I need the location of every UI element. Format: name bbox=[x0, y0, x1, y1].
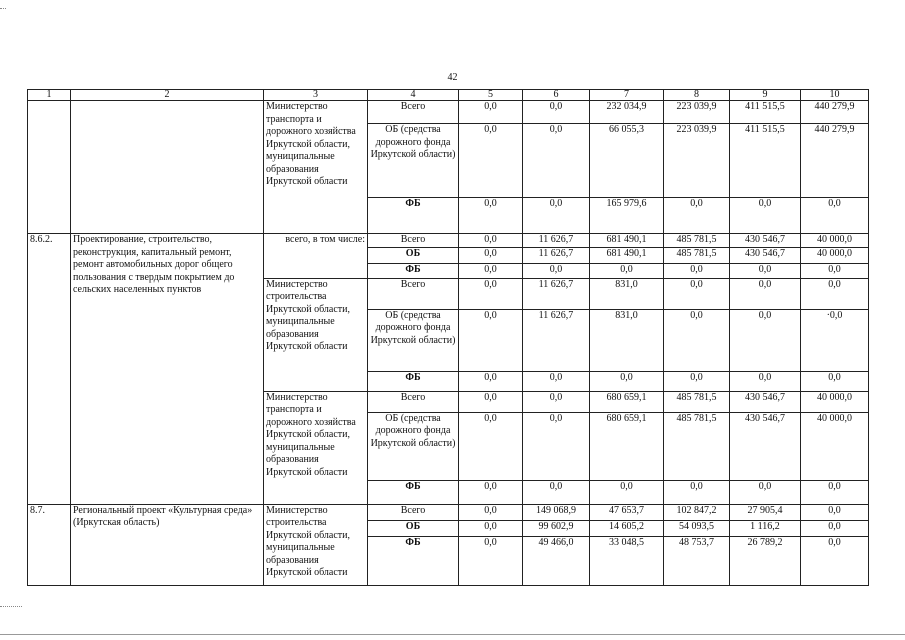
item-number bbox=[28, 101, 71, 234]
cell-value: 485 781,5 bbox=[664, 234, 730, 248]
cell-value: 0,0 bbox=[801, 263, 869, 278]
item-number: 8.6.2. bbox=[28, 234, 71, 505]
cell-value: 0,0 bbox=[459, 309, 523, 371]
cell-value: 0,0 bbox=[730, 278, 801, 309]
cell-value: 0,0 bbox=[459, 520, 523, 536]
cell-value: 485 781,5 bbox=[664, 412, 730, 480]
item-title: Региональный проект «Культурная среда» (Иркутская область) bbox=[71, 504, 264, 585]
cell-value: 40 000,0 bbox=[801, 391, 869, 412]
table-row bbox=[28, 234, 869, 248]
cell-value: 0,0 bbox=[801, 504, 869, 520]
cell-value: 0,0 bbox=[730, 198, 801, 234]
cell-value: 0,0 bbox=[590, 480, 664, 504]
cell-value: 680 659,1 bbox=[590, 391, 664, 412]
column-header: 8 bbox=[664, 90, 730, 101]
table-row bbox=[28, 101, 869, 124]
cell-value: 0,0 bbox=[523, 412, 590, 480]
cell-value: 0,0 bbox=[459, 278, 523, 309]
source-label: ФБ bbox=[368, 536, 459, 585]
item-title bbox=[71, 101, 264, 234]
cell-value: 1 116,2 bbox=[730, 520, 801, 536]
column-header: 1 bbox=[28, 90, 71, 101]
cell-value: 11 626,7 bbox=[523, 234, 590, 248]
cell-value: 0,0 bbox=[730, 371, 801, 391]
cell-value: 0,0 bbox=[801, 520, 869, 536]
cell-value: 54 093,5 bbox=[664, 520, 730, 536]
item-number: 8.7. bbox=[28, 504, 71, 585]
cell-value: 40 000,0 bbox=[801, 247, 869, 263]
source-label: ОБ bbox=[368, 520, 459, 536]
scan-edge-mark bbox=[0, 8, 6, 10]
cell-value: 411 515,5 bbox=[730, 101, 801, 124]
cell-value: 0,0 bbox=[459, 371, 523, 391]
cell-value: 0,0 bbox=[459, 412, 523, 480]
source-label: Всего bbox=[368, 391, 459, 412]
cell-value: 0,0 bbox=[459, 198, 523, 234]
cell-value: 102 847,2 bbox=[664, 504, 730, 520]
cell-value: 485 781,5 bbox=[664, 247, 730, 263]
cell-value: 0,0 bbox=[459, 263, 523, 278]
cell-value: 0,0 bbox=[523, 371, 590, 391]
cell-value: 0,0 bbox=[459, 124, 523, 198]
cell-value: 40 000,0 bbox=[801, 234, 869, 248]
cell-value: 0,0 bbox=[459, 480, 523, 504]
source-label: Всего bbox=[368, 504, 459, 520]
column-header: 9 bbox=[730, 90, 801, 101]
column-header: 5 bbox=[459, 90, 523, 101]
executor: всего, в том числе: bbox=[264, 234, 368, 279]
cell-value: 0,0 bbox=[730, 309, 801, 371]
scan-bottom-line bbox=[0, 634, 905, 635]
cell-value: 232 034,9 bbox=[590, 101, 664, 124]
source-label: ОБ (средства дорожного фонда Иркутской области) bbox=[368, 309, 459, 371]
cell-value: 11 626,7 bbox=[523, 309, 590, 371]
cell-value: 0,0 bbox=[459, 234, 523, 248]
column-header: 3 bbox=[264, 90, 368, 101]
source-label: Всего bbox=[368, 234, 459, 248]
cell-value: 149 068,9 bbox=[523, 504, 590, 520]
source-label: ФБ bbox=[368, 263, 459, 278]
cell-value: ·0,0 bbox=[801, 309, 869, 371]
cell-value: 27 905,4 bbox=[730, 504, 801, 520]
cell-value: 0,0 bbox=[523, 101, 590, 124]
cell-value: 0,0 bbox=[523, 391, 590, 412]
budget-table bbox=[27, 89, 869, 586]
cell-value: 0,0 bbox=[459, 536, 523, 585]
source-label: ФБ bbox=[368, 198, 459, 234]
cell-value: 0,0 bbox=[730, 263, 801, 278]
cell-value: 430 546,7 bbox=[730, 412, 801, 480]
table-row bbox=[28, 504, 869, 520]
cell-value: 47 653,7 bbox=[590, 504, 664, 520]
cell-value: 0,0 bbox=[730, 480, 801, 504]
cell-value: 223 039,9 bbox=[664, 124, 730, 198]
cell-value: 440 279,9 bbox=[801, 124, 869, 198]
cell-value: 0,0 bbox=[664, 371, 730, 391]
cell-value: 680 659,1 bbox=[590, 412, 664, 480]
column-header: 4 bbox=[368, 90, 459, 101]
cell-value: 0,0 bbox=[459, 391, 523, 412]
source-label: ОБ (средства дорожного фонда Иркутской области) bbox=[368, 124, 459, 198]
cell-value: 48 753,7 bbox=[664, 536, 730, 585]
item-title: Проектирование, строительство, реконструкция, капитальный ремонт, ремонт автомобильных дорог общего пользования с твердым покрытием до сельских населенных пунктов bbox=[71, 234, 264, 505]
cell-value: 0,0 bbox=[664, 480, 730, 504]
column-header: 7 bbox=[590, 90, 664, 101]
cell-value: 430 546,7 bbox=[730, 234, 801, 248]
cell-value: 0,0 bbox=[459, 101, 523, 124]
cell-value: 440 279,9 bbox=[801, 101, 869, 124]
cell-value: 66 055,3 bbox=[590, 124, 664, 198]
cell-value: 681 490,1 bbox=[590, 234, 664, 248]
cell-value: 485 781,5 bbox=[664, 391, 730, 412]
source-label: ФБ bbox=[368, 371, 459, 391]
cell-value: 681 490,1 bbox=[590, 247, 664, 263]
source-label: ФБ bbox=[368, 480, 459, 504]
cell-value: 0,0 bbox=[801, 536, 869, 585]
cell-value: 11 626,7 bbox=[523, 247, 590, 263]
cell-value: 0,0 bbox=[664, 198, 730, 234]
cell-value: 0,0 bbox=[664, 263, 730, 278]
cell-value: 0,0 bbox=[523, 124, 590, 198]
cell-value: 411 515,5 bbox=[730, 124, 801, 198]
cell-value: 0,0 bbox=[459, 504, 523, 520]
column-header: 10 bbox=[801, 90, 869, 101]
cell-value: 165 979,6 bbox=[590, 198, 664, 234]
cell-value: 0,0 bbox=[801, 371, 869, 391]
executor: Министерство строительства Иркутской области, муниципальные образования Иркутской области bbox=[264, 278, 368, 391]
cell-value: 0,0 bbox=[801, 278, 869, 309]
cell-value: 0,0 bbox=[664, 309, 730, 371]
cell-value: 11 626,7 bbox=[523, 278, 590, 309]
cell-value: 223 039,9 bbox=[664, 101, 730, 124]
page-number: 42 bbox=[447, 72, 458, 83]
cell-value: 430 546,7 bbox=[730, 247, 801, 263]
column-header: 2 bbox=[71, 90, 264, 101]
cell-value: 14 605,2 bbox=[590, 520, 664, 536]
cell-value: 0,0 bbox=[590, 263, 664, 278]
cell-value: 430 546,7 bbox=[730, 391, 801, 412]
cell-value: 33 048,5 bbox=[590, 536, 664, 585]
cell-value: 0,0 bbox=[801, 480, 869, 504]
scan-edge-mark bbox=[0, 606, 22, 608]
source-label: ОБ (средства дорожного фонда Иркутской области) bbox=[368, 412, 459, 480]
source-label: Всего bbox=[368, 278, 459, 309]
column-header-row bbox=[28, 90, 869, 101]
column-header: 6 bbox=[523, 90, 590, 101]
cell-value: 26 789,2 bbox=[730, 536, 801, 585]
cell-value: 831,0 bbox=[590, 278, 664, 309]
cell-value: 831,0 bbox=[590, 309, 664, 371]
cell-value: 0,0 bbox=[523, 263, 590, 278]
cell-value: 49 466,0 bbox=[523, 536, 590, 585]
executor: Министерство транспорта и дорожного хозяйства Иркутской области, муниципальные образования Иркутской области bbox=[264, 101, 368, 234]
executor: Министерство строительства Иркутской области, муниципальные образования Иркутской области bbox=[264, 504, 368, 585]
source-label: Всего bbox=[368, 101, 459, 124]
cell-value: 0,0 bbox=[590, 371, 664, 391]
cell-value: 0,0 bbox=[801, 198, 869, 234]
cell-value: 0,0 bbox=[664, 278, 730, 309]
cell-value: 0,0 bbox=[523, 480, 590, 504]
cell-value: 0,0 bbox=[459, 247, 523, 263]
source-label: ОБ bbox=[368, 247, 459, 263]
cell-value: 0,0 bbox=[523, 198, 590, 234]
cell-value: 40 000,0 bbox=[801, 412, 869, 480]
executor: Министерство транспорта и дорожного хозяйства Иркутской области, муниципальные образования Иркутской области bbox=[264, 391, 368, 504]
cell-value: 99 602,9 bbox=[523, 520, 590, 536]
